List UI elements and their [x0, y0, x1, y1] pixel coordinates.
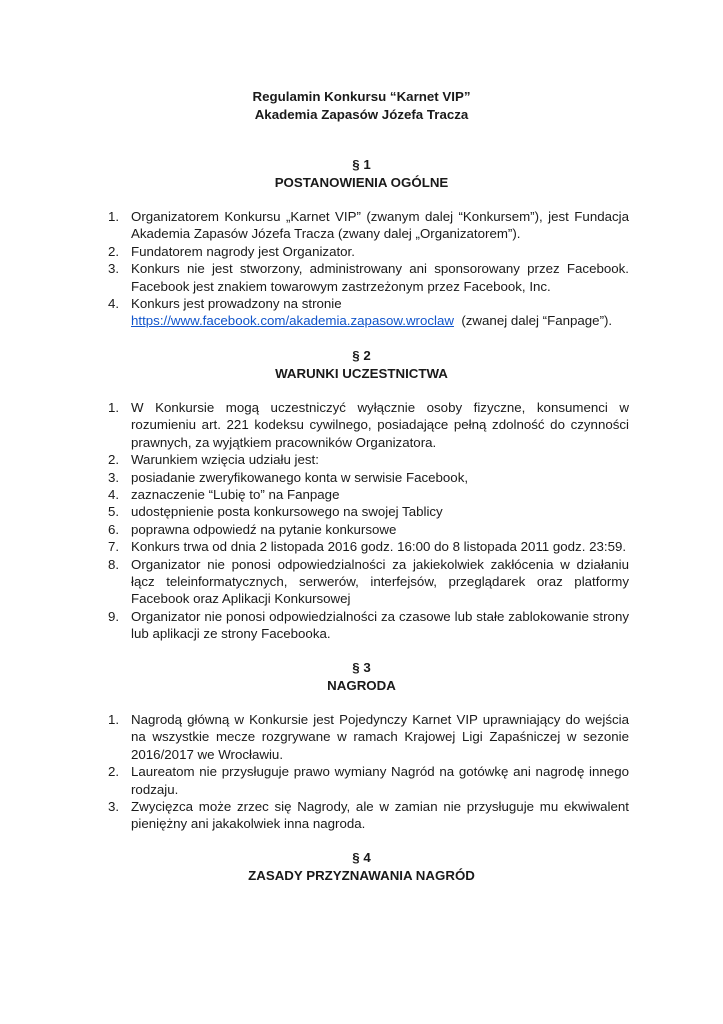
section-3-list	[108, 711, 629, 833]
list-item: 1. Organizatorem Konkursu „Karnet VIP” (zwanym dalej “Konkursem”), jest Fundacja Akademia Zapasów Józefa Tracza (zwany dalej „Organizatorem”).	[108, 209, 629, 242]
section-4-header	[0, 849, 723, 884]
section-3-symbol: § 3	[352, 660, 371, 675]
list-item: 2. Warunkiem wzięcia udziału jest:	[108, 452, 319, 468]
list-item: 1. Nagrodą główną w Konkursie jest Pojedynczy Karnet VIP uprawniający do wejścia na wszystkie mecze rozgrywane w ramach Krajowej Ligi Zapaśniczej w sezonie 2016/2017 we Wrocławiu.	[108, 712, 629, 762]
list-item: 5. udostępnienie posta konkursowego na swojej Tablicy	[108, 504, 443, 520]
list-item: 2. Laureatom nie przysługuje prawo wymiany Nagród na gotówkę ani nagrodę innego rodzaju.	[108, 764, 629, 797]
title-line-1: Regulamin Konkursu “Karnet VIP”	[252, 89, 471, 104]
list-item: 6. poprawna odpowiedź na pytanie konkursowe	[108, 521, 397, 537]
list-item: 8. Organizator nie ponosi odpowiedzialności za jakiekolwiek zakłócenia w działaniu łącz teleinformatycznych, serwerów, interfejsów, przeglądarek oraz platformy Facebook oraz Aplikacji Konkursowej	[108, 556, 629, 607]
section-1-header	[0, 156, 723, 191]
section-2-list	[108, 399, 629, 643]
title-line-2: Akademia Zapasów Józefa Tracza	[254, 106, 469, 122]
section-1-heading: POSTANOWIENIA OGÓLNE	[274, 174, 449, 190]
section-3-header	[0, 659, 723, 694]
section-4-symbol: § 4	[352, 850, 371, 865]
section-1-symbol: § 1	[352, 157, 371, 172]
section-4-heading: ZASADY PRZYZNAWANIA NAGRÓD	[248, 867, 475, 883]
list-item: 4. Konkurs jest prowadzony na stronie https://www.facebook.com/akademia.zapasow.wroclaw (zwanej dalej “Fanpage”).	[108, 296, 613, 329]
list-item: 2. Fundatorem nagrody jest Organizator.	[108, 243, 355, 259]
section-2-heading: WARUNKI UCZESTNICTWA	[275, 365, 448, 381]
section-1-list	[108, 208, 629, 330]
section-3-heading: NAGRODA	[327, 677, 396, 693]
fanpage-link[interactable]: https://www.facebook.com/akademia.zapasow.wroclaw	[131, 313, 454, 329]
list-item: 9. Organizator nie ponosi odpowiedzialności za czasowe lub stałe zablokowanie strony lub aplikacji ze strony Facebooka.	[108, 608, 629, 642]
section-2-header	[0, 347, 723, 382]
list-item: 1. W Konkursie mogą uczestniczyć wyłącznie osoby fizyczne, konsumenci w rozumieniu art. 221 kodeksu cywilnego, posiadające pełną zdolność do czynności prawnych, za wyjątkiem pracowników Organizatora.	[108, 400, 629, 450]
document-title	[0, 88, 723, 123]
list-item: 7. Konkurs trwa od dnia 2 listopada 2016 godz. 16:00 do 8 listopada 2011 godz. 23:59.	[108, 539, 627, 555]
section-2-symbol: § 2	[352, 348, 371, 363]
list-item: 4. zaznaczenie “Lubię to” na Fanpage	[108, 487, 340, 503]
list-item: 3. posiadanie zweryfikowanego konta w serwisie Facebook,	[108, 469, 469, 485]
list-item: 3. Konkurs nie jest stworzony, administrowany ani sponsorowany przez Facebook. Facebook jest znakiem towarowym zastrzeżonym przez Facebook, Inc.	[108, 261, 629, 294]
list-item: 3. Zwycięzca może zrzec się Nagrody, ale w zamian nie przysługuje mu ekwiwalent pieniężny ani jakakolwiek inna nagroda.	[108, 799, 629, 832]
